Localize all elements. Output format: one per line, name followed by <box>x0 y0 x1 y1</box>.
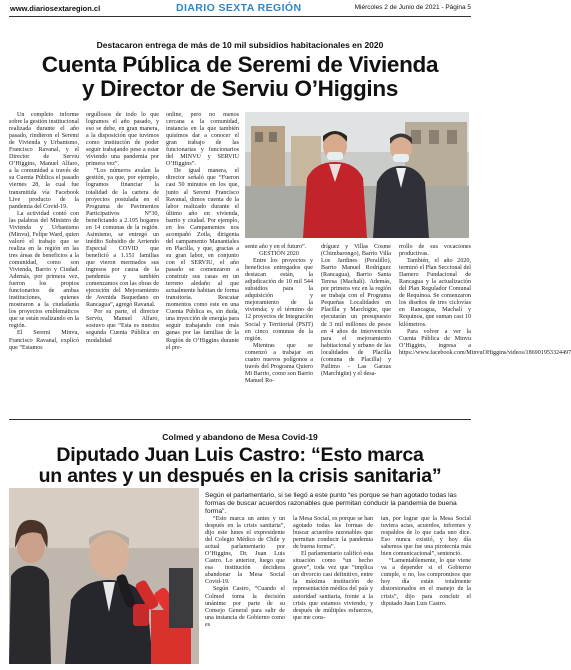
paragraph: “Los números avalan la gestión, ya que, por ejemplo, logramos financiar la totalidad de la cartera de proyectos postulada en el Programa de Pavimentos Participativos N°30, beneficiando a 2.195 hogares en 14 comunas de la región. Asimismo, se entregó un inédito Subsidio de Arriendo Especial COVID que benefició a 1.151 familias que vieron mermados sus ingresos por causa de la pandemia y también comenzamos con las obras de ejecución del Mejoramiento de Avenida Baquedano en Rancagua”, agregó Ravanal. <box>86 168 159 309</box>
article1-column-4 <box>245 244 313 383</box>
paragraph: El parlamentario calificó esta situación como “un hecho grave”, toda vez que “implica un divorcio casi definitivo, entre la máxima institución de representación médica del país y autoridad sanitaria, frente a la crisis que estamos viviendo, y después de múltiples esfuerzos, que me cons- <box>293 551 373 621</box>
section-title: DIARIO SEXTA REGIÓN <box>176 2 302 14</box>
article1-title-line2: y Director de Serviu O’Higgins <box>81 76 399 101</box>
article1-title-line1: Cuenta Pública de Seremi de Vivienda <box>41 52 439 77</box>
paragraph: “Esto marca un antes y un después en la crisis sanitaria”, dijo este lunes el expresidente del Colegio Médico de Chile y actual parlamentario por O’Higgins, Dr. Juan Luis Castro. Lo anterior, luego que esa institución decidiera abandonar la Mesa Social Covid-19. <box>205 516 285 586</box>
paragraph: “Lamentablemente, lo que viene va a depender si el Gobierno cumple, o no, los compromisos que hoy día están totalmente distorsionados en el manejo de la crisis”, dijo para concluir el diputado Juan Luis Castro. <box>381 558 471 607</box>
paragraph: la Mesa Social, es porque se han agotado todas las formas de buscar acuerdos razonables que permitan conducir la pandemia de buena forma”. <box>293 516 373 551</box>
article1-column-5 <box>321 244 391 383</box>
article2-column-1 <box>205 516 285 666</box>
paragraph: sente año y en el futuro”. <box>245 244 307 250</box>
article2-title-line2: un antes y un después en la crisis sanitaria” <box>38 465 442 487</box>
paragraph: Por su parte, el director Serviu, Manuel Alfaro, sostuvo que “Esta es nuestra segunda Cuenta Pública en modalidad <box>86 309 159 344</box>
paragraph: La actividad contó con las palabras del Ministro de Vivienda y Urbanismo (Minvu), Felipe Ward, quien valoró el trabajo que se realiza en la región en las tres áreas de beneficios a la comunidad, como son Vivienda, Barrio y Ciudad. Además, por primera vez, fueron los propios funcionarios de ambas instituciones, quienes mostraron a la ciudadanía los proyectos emblemáticos que se están realizando en la región. <box>9 210 79 330</box>
paragraph: tan, por lograr que la Mesa Social tuviera actas, acuerdos, informes y respaldos de lo que cada uno dice. Eso nunca existió, y hoy día sabemos que fue una pirotecnia más bien comunicacional”, sentenció. <box>381 516 471 558</box>
article2-kicker: Colmed y abandono de Mesa Covid-19 <box>162 432 318 442</box>
article1-photo <box>245 112 469 238</box>
paragraph: online, pero no menos cercana a la comunidad, instancia en la que también quisimos dar a conocer el gran trabajo de las funcionarias y funcionarios del MINVU y SERVIU O’Higgins”. <box>166 112 239 168</box>
paragraph: rrollo de sus vocaciones productivas. <box>399 244 471 258</box>
article1-column-2 <box>86 112 159 383</box>
paragraph: Entre los proyectos y beneficios entregados que destacan están, la adjudicación de 10 mil 544 subsidios para la adquisición y mejoramiento de la vivienda; y el término de 12 proyectos de Integración Social y Territorial (PSIT) en cinco comunas de la región. <box>245 258 313 342</box>
photo-deputy-press <box>9 488 199 664</box>
article1-column-6 <box>399 244 571 383</box>
date-page: Miércoles 2 de Junio de 2021 - Página 5 <box>354 4 471 11</box>
paragraph: De igual manera, el director señaló que “Fueron casi 50 minutos en los que, junto al Seremi Francisco Ravanal, dimos cuenta de la labor realizado durante el último año en vivienda, barrio y ciudad. Por ejemplo, en los Campamentos nos acompañó Zoila, dirigenta del campamento Manantiales en Placilla, y que, gracias a su gran labor, en conjunto con el SERVIU, el año pasado se comenzaron a construir sus casas en un terreno aledaño al que actualmente habitan de forma transitoria. Rescatar momentos como este en una Cuenta Pública es, sin duda, una inyección de energía para seguir trabajando con más ganas por las familias de la Región de O’Higgins durante el pre- <box>166 168 239 351</box>
article2-column-3 <box>381 516 471 666</box>
page-header <box>0 0 480 16</box>
photo-two-officials <box>245 112 469 238</box>
paragraph: dríguez y Villas Cosme (Chimbarongo), Barrio Villa Los Jardines (Peralillo), Barrio Manuel Rodríguez (Rancagua), Barrio Santa Teresa (Machalí). Además, por primera vez en la región se trabaja con el Programa Pequeñas Localidades en Placilla y Marchigüe, que ejecutarán un presupuesto de 3 mil millones de pesos en 4 años de intervención para el mejoramiento habitacional y urbano de las localidades de Placilla (comuna de Placilla) y Pailimo - Las Garzas (Marchigüe) y el desa- <box>321 244 391 377</box>
article1-column-3 <box>166 112 239 383</box>
paragraph: Según Castro, “Cuando el Colmed toma la decisión unánime por parte de su Consejo General para salir de una instancia de Gobierno como es <box>205 586 285 628</box>
header-rule <box>9 16 471 17</box>
paragraph: El Seremi Minvu, Francisco Ravanal, explicó que “Estamos <box>9 330 79 351</box>
article2-title-line1: Diputado Juan Luis Castro: “Esto marca <box>56 444 424 466</box>
subheading: GESTIÓN 2020 <box>259 251 299 258</box>
paragraph: Para volver a ver la Cuenta Pública de Minvu O’Higgins, ingresa a https://www.facebook.com/MinvuOHiggins/videos/186901953324497 <box>399 328 571 356</box>
site-url: www.diariosextaregion.cl <box>10 4 101 13</box>
paragraph: Mientras que se comenzó a trabajar en cuatro nuevos polígonos a través del Programa Quiero Mi Barrio, como son Barrio Manuel Ro- <box>245 342 313 384</box>
article1-kicker: Destacaron entrega de más de 10 mil subsidios habitacionales en 2020 <box>96 40 384 50</box>
article-divider <box>9 419 471 420</box>
article2-lead: Según el parlamentario, si se llegó a este punto “es porque se han agotado todas las formas de buscar acuerdos razonables que permitan conducir la pandemia de buena forma”. <box>205 492 457 515</box>
paragraph: También, el año 2020, terminó el Plan Seccional del Damero Fundacional de Rancagua y la actualización del Plan Regulador Comunal de Requínoa. Se comenzaron los diseños de tres ciclovías en Rancagua, Machalí y Requínoa, que suman casi 10 kilómetros. <box>399 258 471 328</box>
article1-column-1 <box>9 112 79 383</box>
paragraph: Un completo informe sobre la gestión institucional realizada durante el año pasado, rindieron el Seremi de Vivienda y Urbanismo, Francisco Ravanal, y el Director de Serviu O’Higgins, Manuel Alfaro, a la comunidad a través de su Cuenta Pública el pasado viernes 28, la cual fue transmitida vía Facebook Live producto de la pandemia del Covid-19. <box>9 112 79 210</box>
article2-column-2 <box>293 516 373 666</box>
paragraph: orgullosos de todo lo que logramos el año pasado, y eso se debe, en gran manera, a la disposición que tuvimos como institución de poder seguir trabajando pese a estar viviendo una pandemia por primera vez”. <box>86 112 159 168</box>
article2-photo <box>9 488 199 664</box>
